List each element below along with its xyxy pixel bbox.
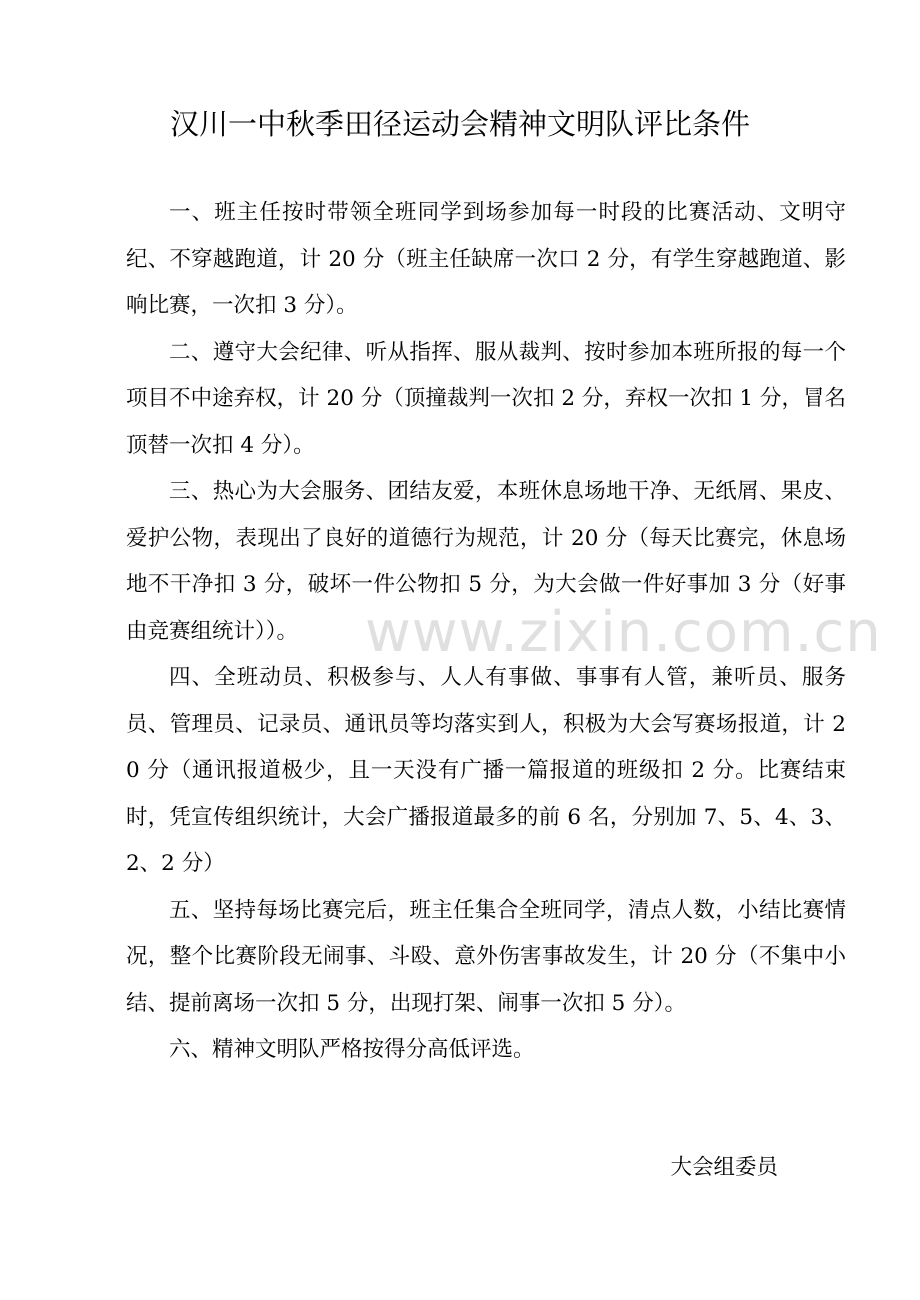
paragraph-2: 二、遵守大会纪律、听从指挥、服从裁判、按时参加本班所报的每一个项目不中途弃权，计 20 分（顶撞裁判一次扣 2 分，弃权一次扣 1 分，冒名顶替一次扣 4 分）。: [126, 339, 846, 458]
paragraph-1: 一、班主任按时带领全班同学到场参加每一时段的比赛活动、文明守纪、不穿越跑道，计 20 分（班主任缺席一次口 2 分，有学生穿越跑道、影响比赛，一次扣 3 分）。: [126, 200, 846, 318]
watermark: www.zixin.com.cn: [365, 600, 882, 665]
paragraph-3: 三、热心为大会服务、团结友爱，本班休息场地干净、无纸屑、果皮、爱护公物，表现出了良好的道德行为规范，计 20 分（每天比赛完，休息场地不干净扣 3 分，破坏一件公物扣 5 分，为大会做一件好事加 3 分（好事由竞赛组统计））。: [126, 479, 846, 644]
paragraph-6: 六、精神文明队严格按得分高低评选。: [169, 1037, 535, 1062]
document-title: 汉川一中秋季田径运动会精神文明队评比条件: [169, 107, 750, 141]
paragraph-4: 四、全班动员、积极参与、人人有事做、事事有人管，兼听员、服务员、管理员、记录员、通讯员等均落实到人，积极为大会写赛场报道，计 20 分（通讯报道极少，且一天没有广播一篇报道的班级扣 2 分。比赛结束时，凭宣传组织统计，大会广播报道最多的前 6 名，分别加 7、5、4、3、2、2 分）: [126, 665, 846, 876]
document-body: [126, 190, 846, 1074]
signature: 大会组委员: [670, 1155, 778, 1180]
paragraph-5: 五、坚持每场比赛完后，班主任集合全班同学，清点人数，小结比赛情况，整个比赛阶段无闹事、斗殴、意外伤害事故发生，计 20 分（不集中小结、提前离场一次扣 5 分，出现打架、闹事一次扣 5 分）。: [126, 897, 846, 1016]
